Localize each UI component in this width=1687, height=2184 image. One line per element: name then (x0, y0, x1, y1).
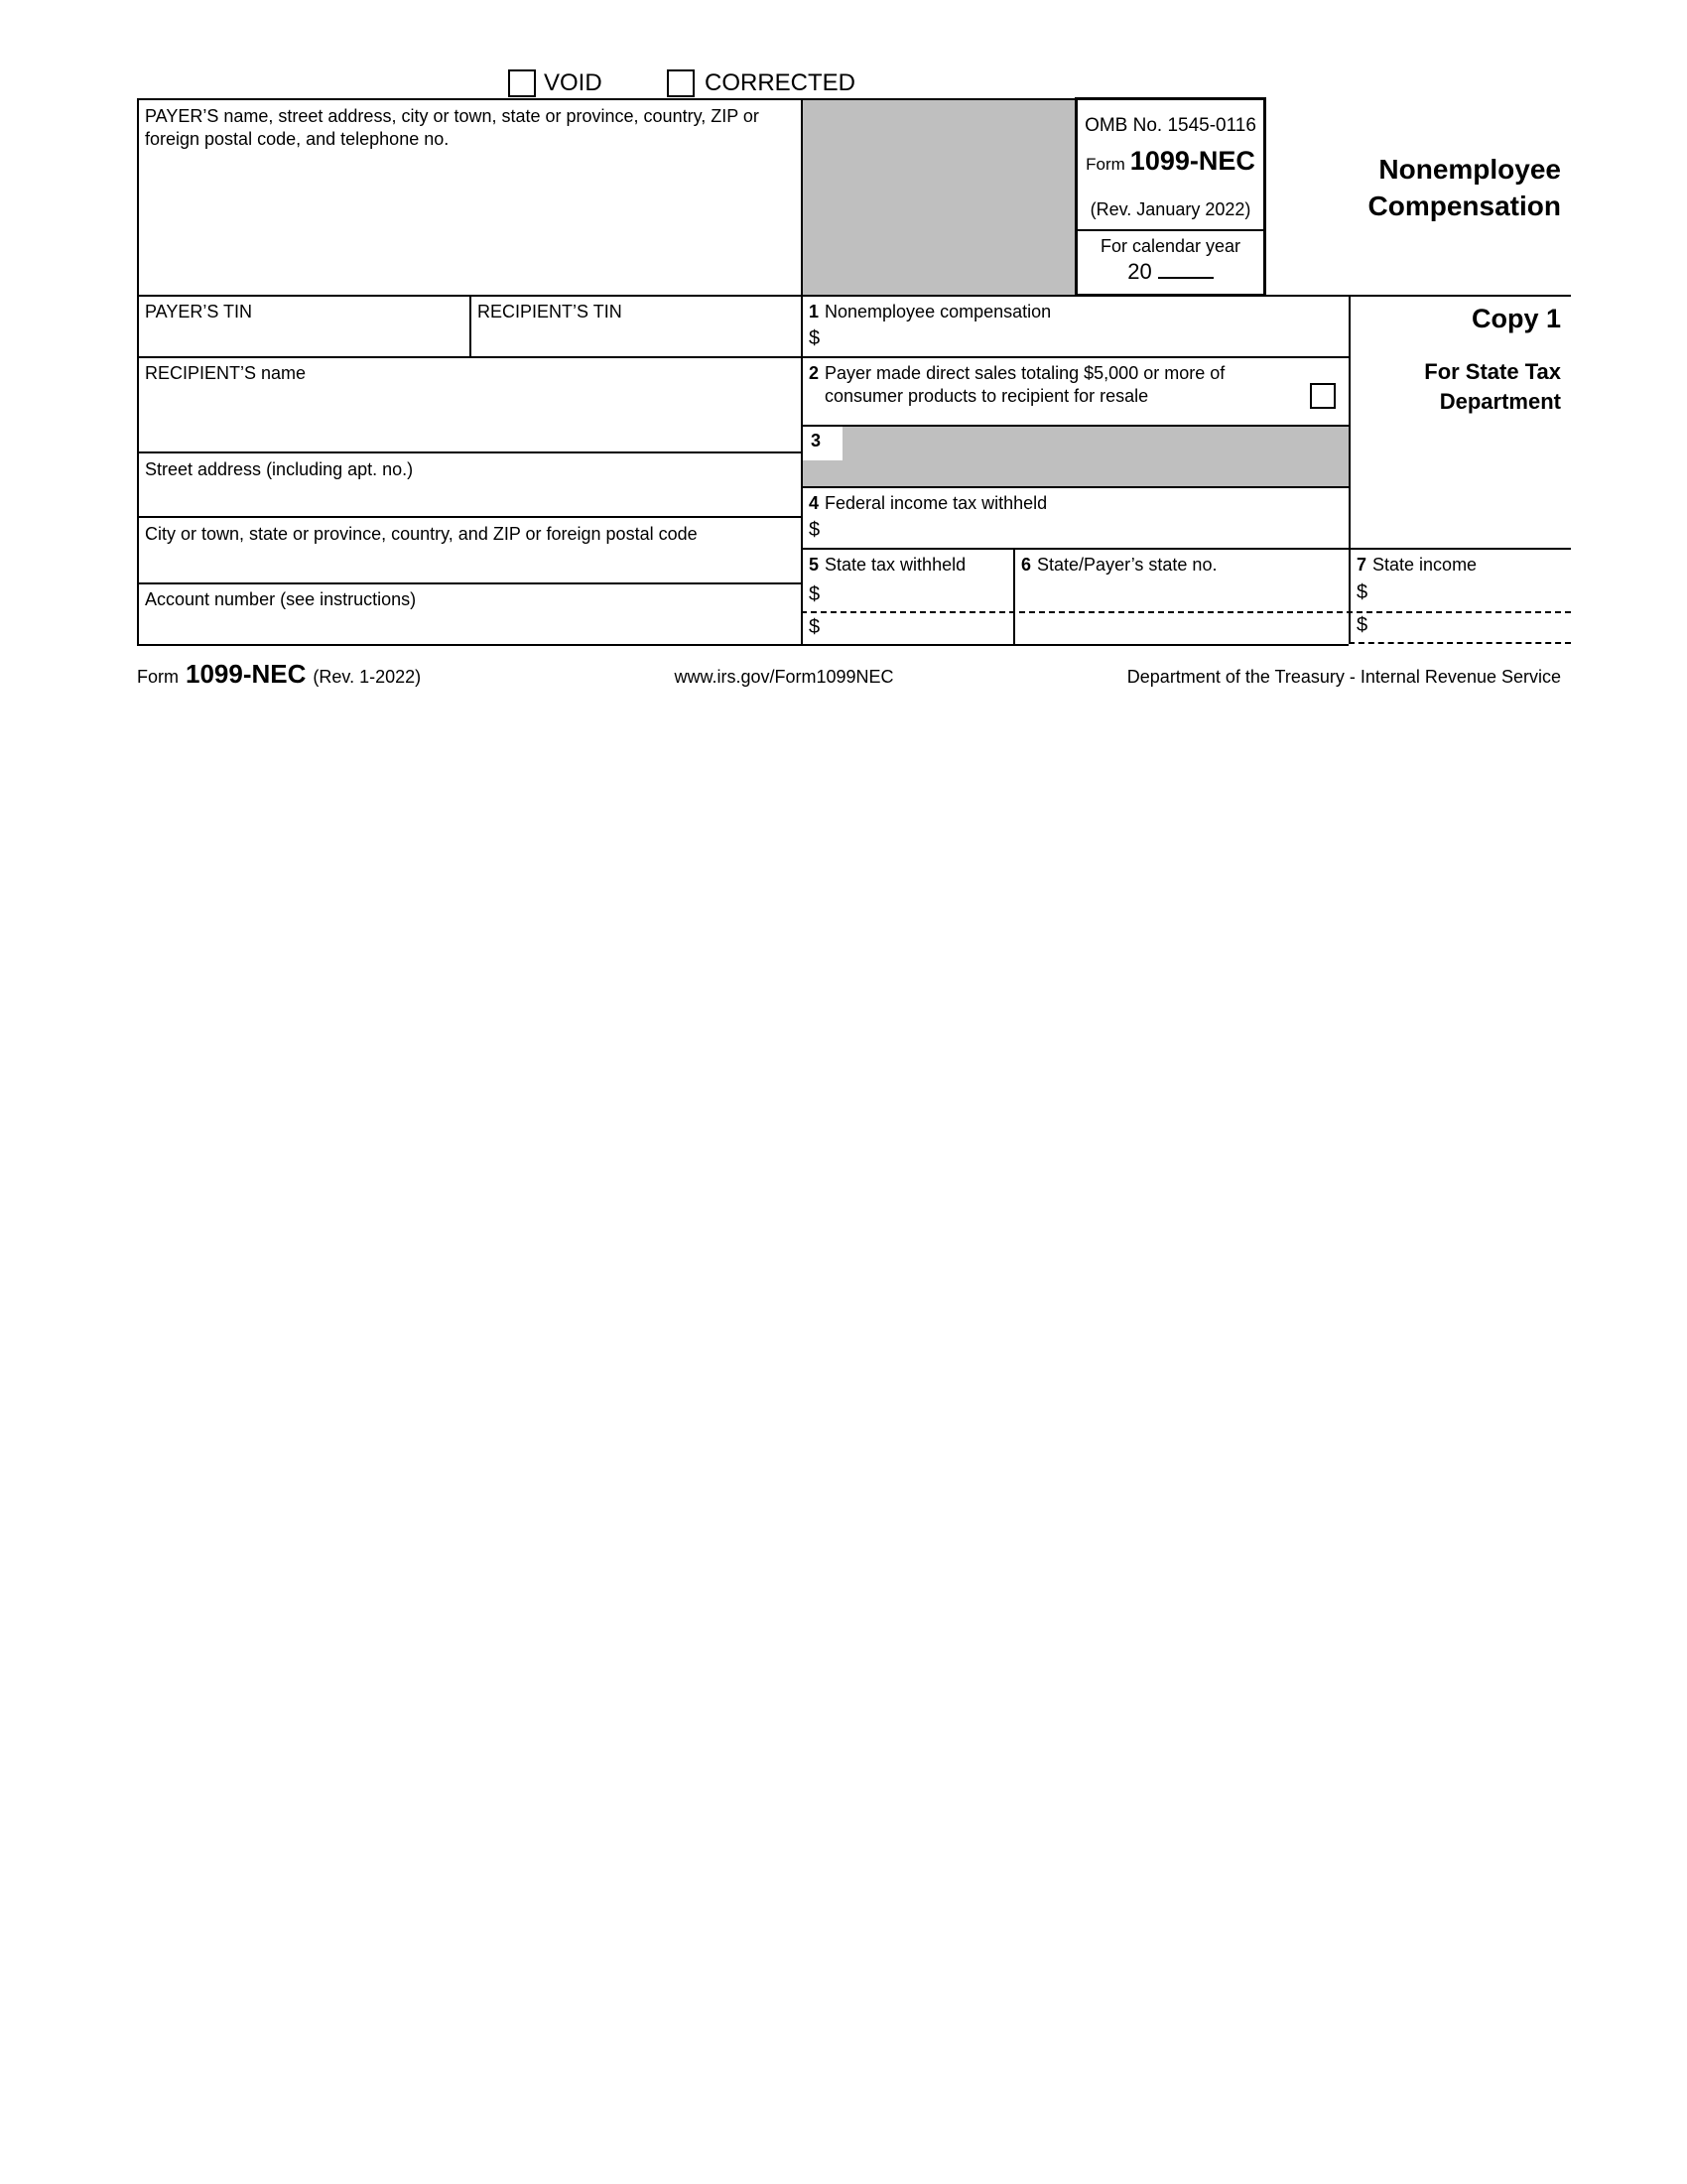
dollar-sign: $ (1357, 614, 1368, 636)
dollar-sign: $ (809, 616, 821, 638)
box7-amount2-field[interactable] (1357, 614, 1560, 638)
box5-label: State tax withheld (825, 555, 967, 575)
box1-amount-field[interactable] (809, 327, 1340, 353)
box7-label-row (1357, 554, 1477, 577)
calendar-year-prefix: 20 (1127, 259, 1152, 284)
form-rule (1013, 548, 1015, 644)
recipient-tin-field[interactable] (477, 325, 790, 353)
box7-label: State income (1372, 555, 1478, 575)
form-rule (801, 548, 1571, 550)
box6-label: State/Payer’s state no. (1037, 555, 1218, 575)
box2-number: 2 (809, 363, 820, 383)
corrected-checkbox[interactable] (667, 69, 695, 97)
copy-for-label (1360, 357, 1561, 417)
city-field[interactable] (145, 549, 790, 577)
street-address-field[interactable] (145, 484, 790, 512)
form-rule (801, 486, 1349, 488)
copy-for-line1: For State Tax (1424, 359, 1561, 384)
form-rule (801, 425, 1349, 427)
footer-revision: (Rev. 1-2022) (313, 667, 422, 687)
footer-url: www.irs.gov/Form1099NEC (674, 667, 894, 687)
form-rule (137, 451, 801, 453)
box2-checkbox[interactable] (1310, 383, 1336, 409)
box2-label-row (809, 362, 1305, 408)
box7-amount1-field[interactable] (1357, 581, 1560, 605)
state-row-dashed-rule (801, 611, 1571, 613)
form-rule (137, 582, 801, 584)
omb-form-line (1078, 146, 1263, 177)
box6-label-row (1021, 554, 1217, 577)
box4-amount-field[interactable] (809, 519, 1340, 545)
footer-form-id (137, 659, 421, 690)
account-number-field[interactable] (145, 613, 790, 639)
calendar-year-field[interactable] (1158, 259, 1214, 279)
omb-revision: (Rev. January 2022) (1090, 199, 1251, 219)
dollar-sign: $ (809, 327, 821, 349)
account-number-label: Account number (see instructions) (145, 589, 417, 609)
calendar-year-row (1078, 259, 1263, 285)
form-title-line1: Nonemployee (1378, 154, 1561, 185)
corrected-label: CORRECTED (705, 69, 856, 96)
omb-form-word: Form (1086, 155, 1125, 174)
box1-label: Nonemployee compensation (825, 302, 1052, 321)
omb-form-number: 1099-NEC (1129, 146, 1255, 176)
form-rule (1078, 229, 1263, 231)
box2-label: Payer made direct sales totaling $5,000 or more of consumer products to recipient for resale (825, 363, 1226, 406)
box3-number-cell (803, 427, 843, 460)
dollar-sign: $ (1357, 581, 1368, 603)
payer-tin-label: PAYER’S TIN (145, 302, 253, 321)
form-rule (137, 98, 1075, 100)
footer-form-word: Form (137, 667, 179, 687)
recipient-name-field[interactable] (145, 389, 790, 447)
box6-state1-field[interactable] (1021, 583, 1339, 607)
box6-number: 6 (1021, 555, 1032, 575)
form-rule (137, 98, 139, 646)
copy-label: Copy 1 (1471, 304, 1561, 333)
payer-info-label: PAYER’S name, street address, city or town, state or province, country, ZIP or foreign postal code, and telephone no. (145, 106, 759, 149)
void-label: VOID (544, 69, 602, 96)
form-rule (137, 516, 801, 518)
box5-number: 5 (809, 555, 820, 575)
form-rule (469, 295, 471, 356)
dollar-sign: $ (809, 519, 821, 541)
dollar-sign: $ (809, 583, 821, 605)
box3-shaded-area (801, 425, 1349, 486)
omb-number: OMB No. 1545-0116 (1085, 115, 1256, 136)
form-rule (137, 644, 1349, 646)
box5-amount1-field[interactable] (809, 583, 1002, 607)
footer-agency: Department of the Treasury - Internal Revenue Service (1126, 667, 1561, 687)
street-address-label: Street address (including apt. no.) (145, 459, 414, 479)
box6-state2-field[interactable] (1021, 616, 1339, 640)
form-title (1266, 151, 1561, 224)
footer-form-number: 1099-NEC (186, 659, 307, 689)
form-rule (137, 295, 1571, 297)
payer-tin-field[interactable] (145, 325, 457, 353)
box4-number: 4 (809, 493, 820, 513)
form-rule (801, 98, 803, 646)
form-rule (137, 356, 1349, 358)
recipient-name-label: RECIPIENT’S name (145, 363, 307, 383)
box1-label-row (809, 301, 1051, 323)
city-label: City or town, state or province, country, and ZIP or foreign postal code (145, 524, 698, 544)
box4-label-row (809, 492, 1047, 515)
form-rule (1349, 295, 1351, 644)
form-title-line2: Compensation (1367, 191, 1561, 221)
omb-box (1075, 97, 1266, 297)
box7-number: 7 (1357, 555, 1367, 575)
state-row-dashed-rule (1349, 642, 1571, 644)
payer-info-field[interactable] (145, 154, 790, 288)
box3-number: 3 (811, 431, 822, 450)
box5-label-row (809, 554, 966, 577)
calendar-year-label: For calendar year (1100, 236, 1241, 256)
void-checkbox[interactable] (508, 69, 536, 97)
box1-number: 1 (809, 302, 820, 321)
copy-for-line2: Department (1439, 389, 1561, 414)
box5-amount2-field[interactable] (809, 616, 1002, 640)
box4-label: Federal income tax withheld (825, 493, 1048, 513)
recipient-tin-label: RECIPIENT’S TIN (477, 302, 622, 321)
shaded-area-top (801, 98, 1075, 295)
